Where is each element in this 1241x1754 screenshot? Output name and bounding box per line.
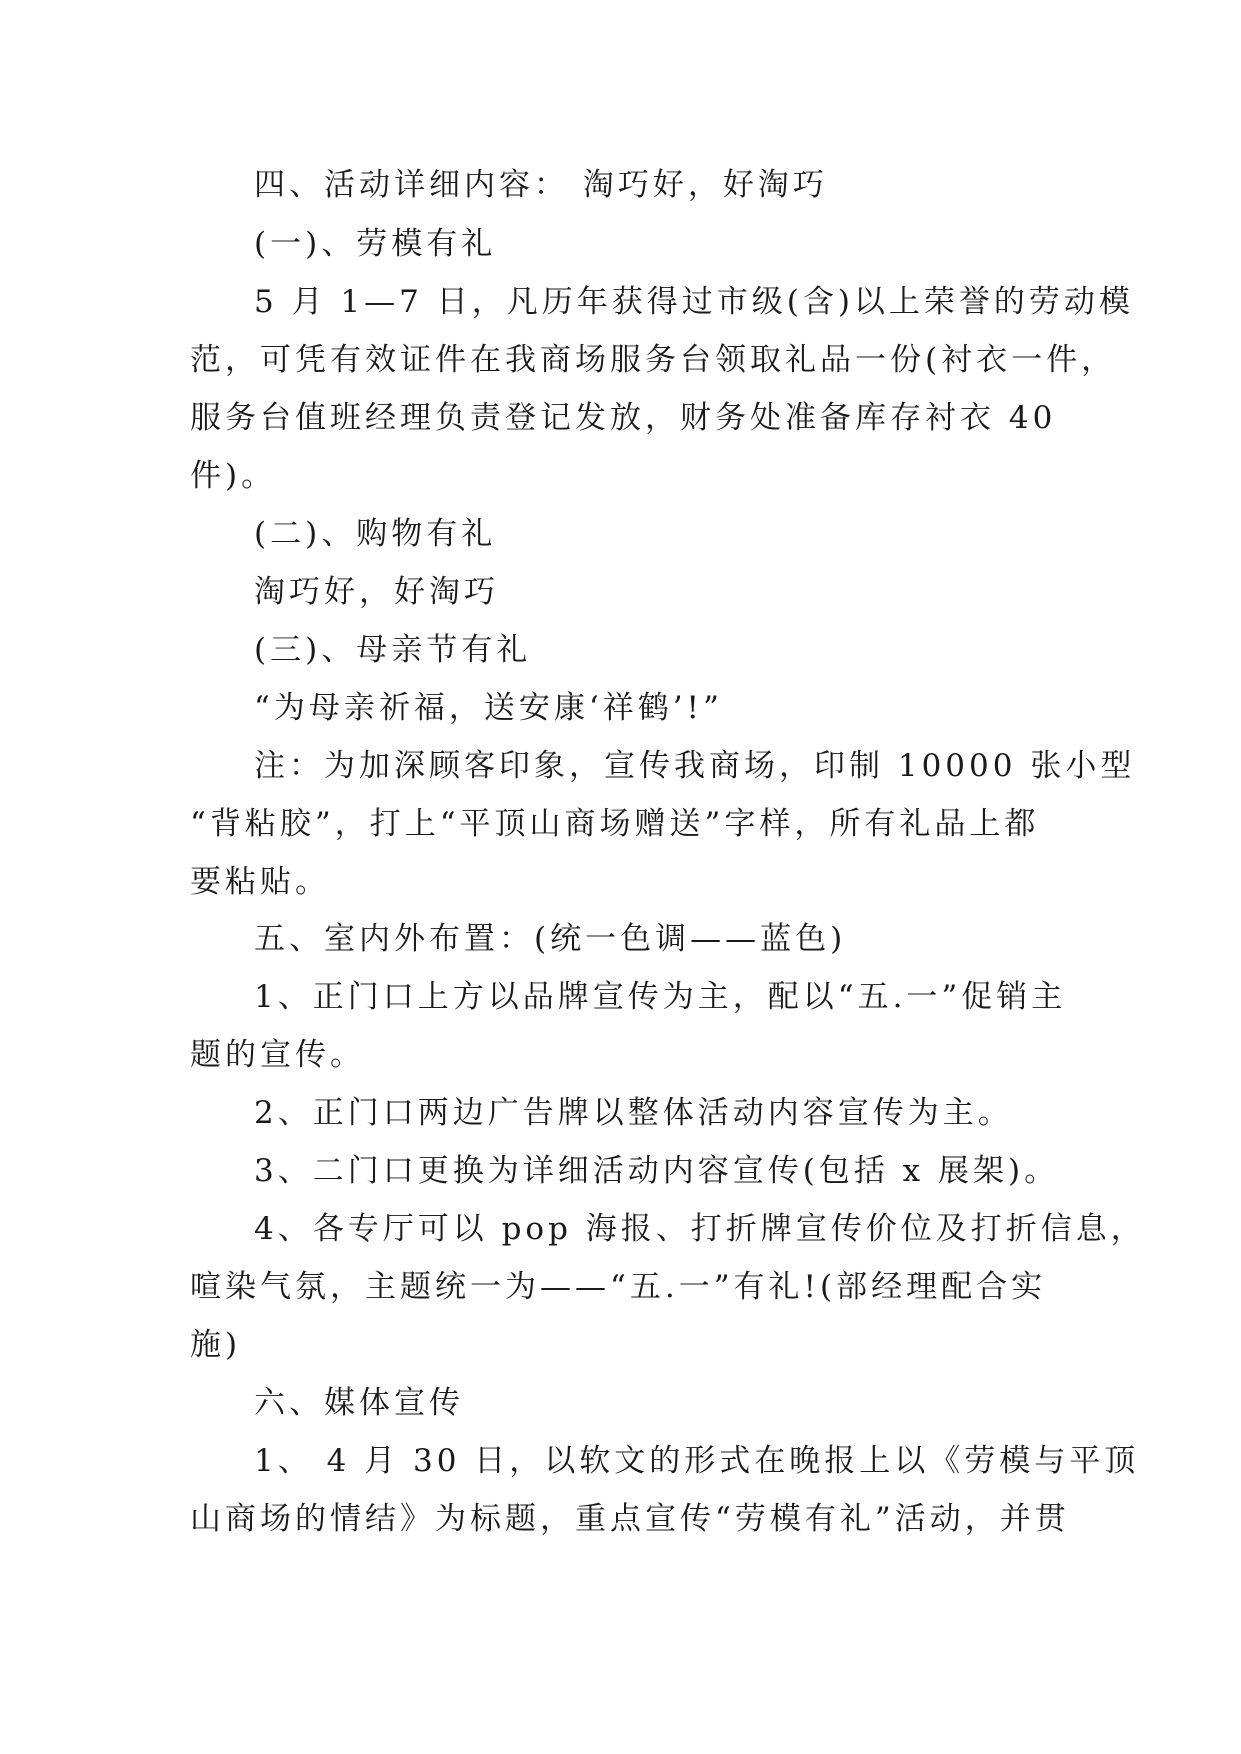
text-line: 题的宣传。 [190,1037,365,1073]
subheading-labor-model-gift [190,215,1050,273]
list-item-4 [190,1200,1146,1374]
paragraph-mothers-day-slogan [190,679,1050,737]
text-line: 山商场的情结》为标题，重点宣传“劳模有礼”活动，并贯 [190,1501,1070,1537]
text-line: 4、各专厅可以 pop 海报、打折牌宣传价位及打折信息， [254,1211,1146,1247]
text-line: 服务台值班经理负责登记发放，财务处准备库存衬衣 40 [190,400,1057,436]
list-item-3 [190,1142,1060,1200]
text-line: “为母亲祈福，送安康‘祥鹤’!” [254,690,723,726]
text-line: 要粘贴。 [190,864,330,900]
list-item-media-1 [190,1432,1140,1548]
paragraph-slogan [190,563,1050,621]
text-line: 5 月 1—7 日，凡历年获得过市级(含)以上荣誉的劳动模 [254,284,1134,320]
text-line: “背粘胶”，打上“平顶山商场赠送”字样，所有礼品上都 [190,806,1040,842]
text-line: 六、媒体宣传 [254,1385,464,1421]
text-line: (一)、劳模有礼 [254,226,497,262]
paragraph-note [190,737,1136,911]
text-line: 件)。 [190,458,277,494]
heading-section-6 [190,1374,1050,1432]
text-line: 五、室内外布置：(统一色调——蓝色) [254,921,847,957]
text-line: 1、 4 月 30 日，以软文的形式在晚报上以《劳模与平顶 [254,1443,1140,1479]
paragraph-labor-model-details [190,273,1134,505]
text-line: 淘巧好，好淘巧 [254,574,499,610]
text-line: 范，可凭有效证件在我商场服务台领取礼品一份(衬衣一件， [190,342,1117,378]
text-line: 3、二门口更换为详细活动内容宣传(包括 x 展架)。 [254,1153,1060,1189]
list-item-1 [190,968,1067,1084]
text-line: 注：为加深顾客印象，宣传我商场，印制 10000 张小型 [254,748,1136,784]
text-line: 四、活动详细内容： 淘巧好，好淘巧 [254,167,828,203]
subheading-shopping-gift [190,505,1050,563]
text-line: 2、正门口两边广告牌以整体活动内容宣传为主。 [254,1095,1013,1131]
list-item-2 [190,1084,1050,1142]
heading-section-4 [190,156,1050,214]
text-line: 施) [190,1327,242,1363]
text-line: 1、正门口上方以品牌宣传为主，配以“五.一”促销主 [254,979,1067,1015]
text-line: (三)、母亲节有礼 [254,632,532,668]
text-line: (二)、购物有礼 [254,516,497,552]
text-line: 喧染气氛，主题统一为——“五.一”有礼!(部经理配合实 [190,1269,1047,1305]
heading-section-5 [190,910,1050,968]
subheading-mothers-day-gift [190,621,1050,679]
